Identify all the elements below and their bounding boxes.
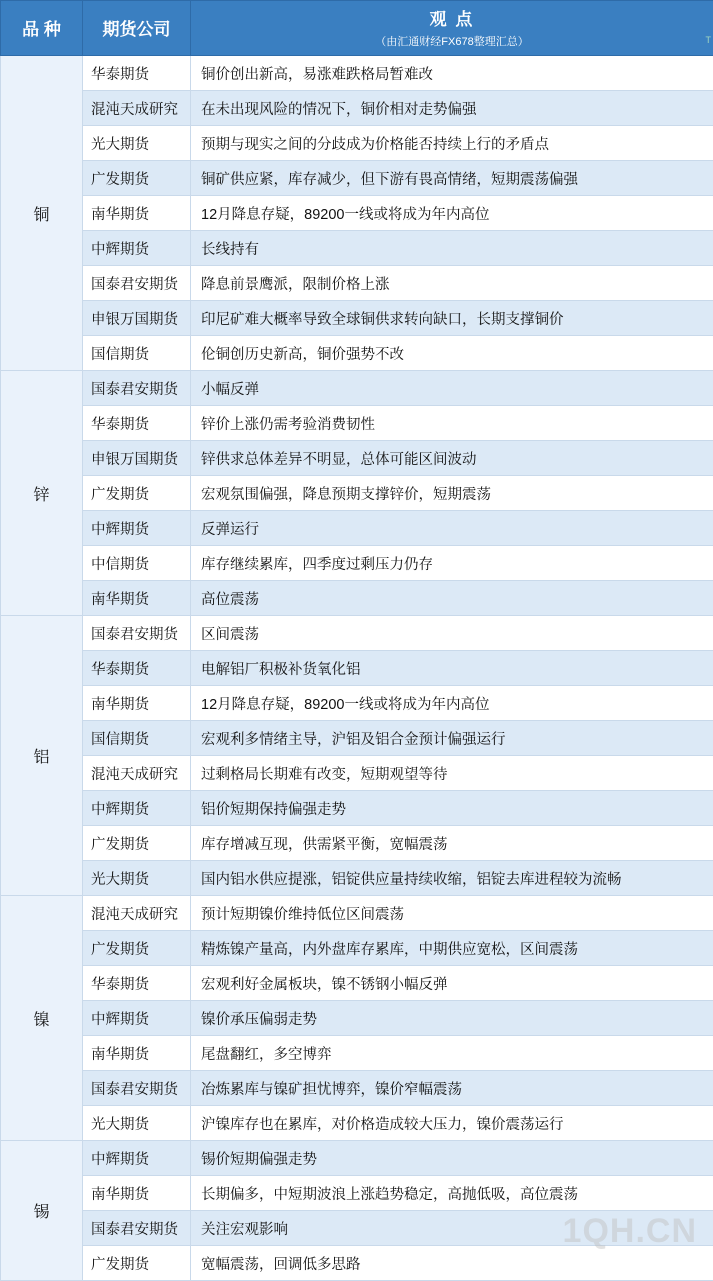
- firm-cell: 国泰君安期货: [83, 266, 191, 301]
- view-cell: 宏观利多情绪主导，沪铝及铝合金预计偏强运行: [191, 721, 713, 756]
- watermark: 1QH.CN: [563, 1212, 697, 1251]
- table-row: [1, 91, 713, 126]
- table-row: [1, 476, 713, 511]
- table-row: [1, 616, 713, 651]
- view-cell: 伦铜创历史新高，铜价强势不改: [191, 336, 713, 371]
- firm-cell: 国信期货: [83, 721, 191, 756]
- firm-cell: 光大期货: [83, 1106, 191, 1141]
- firm-cell: 中辉期货: [83, 511, 191, 546]
- firm-cell: 广发期货: [83, 931, 191, 966]
- view-cell: 预期与现实之间的分歧成为价格能否持续上行的矛盾点: [191, 126, 713, 161]
- firm-cell: 中辉期货: [83, 231, 191, 266]
- firm-cell: 广发期货: [83, 1246, 191, 1281]
- firm-cell: 国泰君安期货: [83, 1211, 191, 1246]
- firm-cell: 南华期货: [83, 1036, 191, 1071]
- view-cell: 12月降息存疑，89200一线或将成为年内高位: [191, 686, 713, 721]
- table-row: [1, 931, 713, 966]
- view-cell: 铜价创出新高，易涨难跌格局暂难改: [191, 56, 713, 91]
- firm-cell: 申银万国期货: [83, 441, 191, 476]
- view-cell: 镍价承压偏弱走势: [191, 1001, 713, 1036]
- table-row: [1, 231, 713, 266]
- view-cell: 降息前景鹰派，限制价格上涨: [191, 266, 713, 301]
- view-cell: 印尼矿难大概率导致全球铜供求转向缺口，长期支撑铜价: [191, 301, 713, 336]
- view-cell: 长期偏多，中短期波浪上涨趋势稳定，高抛低吸，高位震荡: [191, 1176, 713, 1211]
- firm-cell: 混沌天成研究: [83, 91, 191, 126]
- firm-cell: 国泰君安期货: [83, 616, 191, 651]
- table-row: [1, 406, 713, 441]
- view-cell: 小幅反弹: [191, 371, 713, 406]
- table-row: [1, 651, 713, 686]
- firm-cell: 南华期货: [83, 196, 191, 231]
- firm-cell: 中信期货: [83, 546, 191, 581]
- table-row: [1, 546, 713, 581]
- table-row: [1, 126, 713, 161]
- firm-cell: 华泰期货: [83, 651, 191, 686]
- column-header-view-sub: （由汇通财经FX678整理汇总）: [191, 33, 713, 49]
- view-cell: 关注宏观影响: [191, 1211, 713, 1246]
- firm-cell: 南华期货: [83, 686, 191, 721]
- view-cell: 过剩格局长期难有改变，短期观望等待: [191, 756, 713, 791]
- table-row: [1, 686, 713, 721]
- view-cell: 电解铝厂积极补货氧化铝: [191, 651, 713, 686]
- table-row: [1, 336, 713, 371]
- firm-cell: 中辉期货: [83, 791, 191, 826]
- firm-cell: 混沌天成研究: [83, 756, 191, 791]
- table-row: [1, 371, 713, 406]
- view-cell: 宏观利好金属板块，镍不锈钢小幅反弹: [191, 966, 713, 1001]
- view-cell: 长线持有: [191, 231, 713, 266]
- table-row: [1, 266, 713, 301]
- firm-cell: 广发期货: [83, 161, 191, 196]
- table-header: [1, 1, 713, 56]
- view-cell: 铝价短期保持偏强走势: [191, 791, 713, 826]
- table-row: [1, 896, 713, 931]
- view-cell: 预计短期镍价维持低位区间震荡: [191, 896, 713, 931]
- variety-cell: 锡: [1, 1141, 83, 1281]
- view-cell: 沪镍库存也在累库，对价格造成较大压力，镍价震荡运行: [191, 1106, 713, 1141]
- view-cell: 国内铝水供应提涨，铝锭供应量持续收缩，铝锭去库进程较为流畅: [191, 861, 713, 896]
- view-cell: 宏观氛围偏强，降息预期支撑锌价，短期震荡: [191, 476, 713, 511]
- column-header-firm: 期货公司: [83, 1, 191, 56]
- firm-cell: 国泰君安期货: [83, 1071, 191, 1106]
- variety-cell: 铜: [1, 56, 83, 371]
- table-row: [1, 1106, 713, 1141]
- firm-cell: 华泰期货: [83, 56, 191, 91]
- view-cell: 在未出现风险的情况下，铜价相对走势偏强: [191, 91, 713, 126]
- firm-cell: 光大期货: [83, 861, 191, 896]
- table-row: [1, 1176, 713, 1211]
- column-header-variety: 品 种: [1, 1, 83, 56]
- table-row: [1, 826, 713, 861]
- table-row: [1, 56, 713, 91]
- firm-cell: 国信期货: [83, 336, 191, 371]
- firm-cell: 光大期货: [83, 126, 191, 161]
- table-row: [1, 1071, 713, 1106]
- firm-cell: 南华期货: [83, 581, 191, 616]
- variety-cell: 镍: [1, 896, 83, 1141]
- table-row: [1, 791, 713, 826]
- column-header-view-main: 观 点: [430, 10, 475, 29]
- firm-cell: 广发期货: [83, 826, 191, 861]
- table-row: [1, 966, 713, 1001]
- firm-cell: 华泰期货: [83, 406, 191, 441]
- column-header-view: [191, 1, 713, 56]
- firm-cell: 国泰君安期货: [83, 371, 191, 406]
- table-row: [1, 861, 713, 896]
- view-cell: 铜矿供应紧，库存减少，但下游有畏高情绪，短期震荡偏强: [191, 161, 713, 196]
- view-cell: 冶炼累库与镍矿担忧博弈，镍价窄幅震荡: [191, 1071, 713, 1106]
- view-cell: 高位震荡: [191, 581, 713, 616]
- view-cell: 锡价短期偏强走势: [191, 1141, 713, 1176]
- view-cell: 宽幅震荡，回调低多思路: [191, 1246, 713, 1281]
- table-row: [1, 511, 713, 546]
- view-cell: 锌价上涨仍需考验消费韧性: [191, 406, 713, 441]
- table-row: [1, 301, 713, 336]
- table-body: [1, 56, 713, 1281]
- firm-cell: 华泰期货: [83, 966, 191, 1001]
- view-cell: 库存继续累库，四季度过剩压力仍存: [191, 546, 713, 581]
- view-cell: 12月降息存疑，89200一线或将成为年内高位: [191, 196, 713, 231]
- table-row: [1, 581, 713, 616]
- table-row: [1, 161, 713, 196]
- view-cell: 库存增减互现，供需紧平衡，宽幅震荡: [191, 826, 713, 861]
- view-cell: 反弹运行: [191, 511, 713, 546]
- table-row: [1, 1246, 713, 1281]
- view-cell: 锌供求总体差异不明显，总体可能区间波动: [191, 441, 713, 476]
- view-cell: 区间震荡: [191, 616, 713, 651]
- view-cell: 精炼镍产量高，内外盘库存累库，中期供应宽松，区间震荡: [191, 931, 713, 966]
- table-row: [1, 1211, 713, 1246]
- firm-cell: 混沌天成研究: [83, 896, 191, 931]
- table-row: [1, 1141, 713, 1176]
- table-row: [1, 441, 713, 476]
- table-row: [1, 196, 713, 231]
- firm-cell: 广发期货: [83, 476, 191, 511]
- view-cell: 尾盘翻红，多空博弈: [191, 1036, 713, 1071]
- table-row: [1, 1001, 713, 1036]
- table-row: [1, 1036, 713, 1071]
- variety-cell: 锌: [1, 371, 83, 616]
- firm-cell: 南华期货: [83, 1176, 191, 1211]
- variety-cell: 铝: [1, 616, 83, 896]
- firm-cell: 申银万国期货: [83, 301, 191, 336]
- table-row: [1, 721, 713, 756]
- firm-cell: 中辉期货: [83, 1001, 191, 1036]
- table-row: [1, 756, 713, 791]
- corner-mark-icon: T: [706, 36, 712, 45]
- firm-cell: 中辉期货: [83, 1141, 191, 1176]
